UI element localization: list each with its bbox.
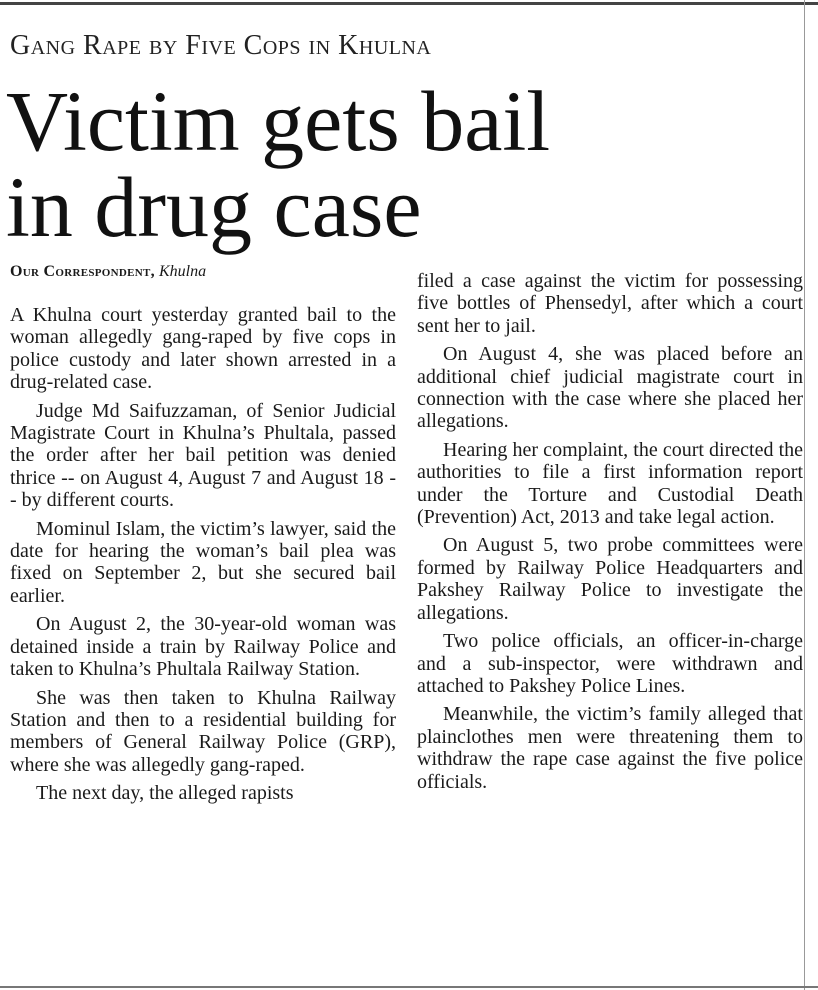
headline [6,73,551,255]
byline [10,262,396,282]
paragraph: She was then taken to Khulna Railway Station and then to a residential building for members of General Railway Police (GRP), where she was allegedly gang-raped. [10,686,396,776]
kicker: Gang Rape by Five Cops in Khulna [10,30,432,61]
byline-author: Our Correspondent, [10,263,155,280]
headline-line-1: Victim gets bail [6,73,551,169]
byline-place: Khulna [158,263,207,280]
paragraph: Meanwhile, the victim’s family alleged that plainclothes men were threatening them to withdraw the rape case against the five police officials. [417,703,803,793]
bottom-rule [0,986,818,988]
paragraph: A Khulna court yesterday granted bail to the woman allegedly gang-raped by five cops in police custody and later shown arrested in a drug-related case. [10,304,396,394]
paragraph: On August 4, she was placed before an additional chief judicial magistrate court in connection with the case where she placed her allegations. [417,343,803,433]
paragraph: The next day, the alleged rapists [36,782,294,805]
article-column-right [417,270,803,799]
paragraph: Hearing her complaint, the court directed the authorities to file a first information report under the Torture and Custodial Death (Prevention) Act, 2013 and take legal action. [417,438,803,529]
paragraph: filed a case against the victim for possessing five bottles of Phensedyl, after which a court sent her to jail. [417,270,803,337]
paragraph: On August 2, the 30-year-old woman was detained inside a train by Railway Police and taken to Khulna’s Phultala Railway Station. [10,613,396,681]
paragraph: Judge Md Saifuzzaman, of Senior Judicial Magistrate Court in Khulna’s Phultala, passed the order after her bail petition was denied thrice -- on August 4, August 7 and August 18 -- by different courts. [10,399,396,512]
paragraph: Mominul Islam, the victim’s lawyer, said the date for hearing the woman’s bail plea was fixed on September 2, but she secured bail earlier. [10,517,396,607]
paragraph: Two police officials, an officer-in-charge and a sub-inspector, were withdrawn and attached to Pakshey Police Lines. [417,630,803,697]
article-column-left [10,262,396,811]
column-divider [804,0,805,990]
paragraph: On August 5, two probe committees were formed by Railway Police Headquarters and Pakshey Railway Police to investigate the allegations. [417,534,803,624]
top-rule [0,2,818,5]
headline-line-2: in drug case [6,159,422,255]
